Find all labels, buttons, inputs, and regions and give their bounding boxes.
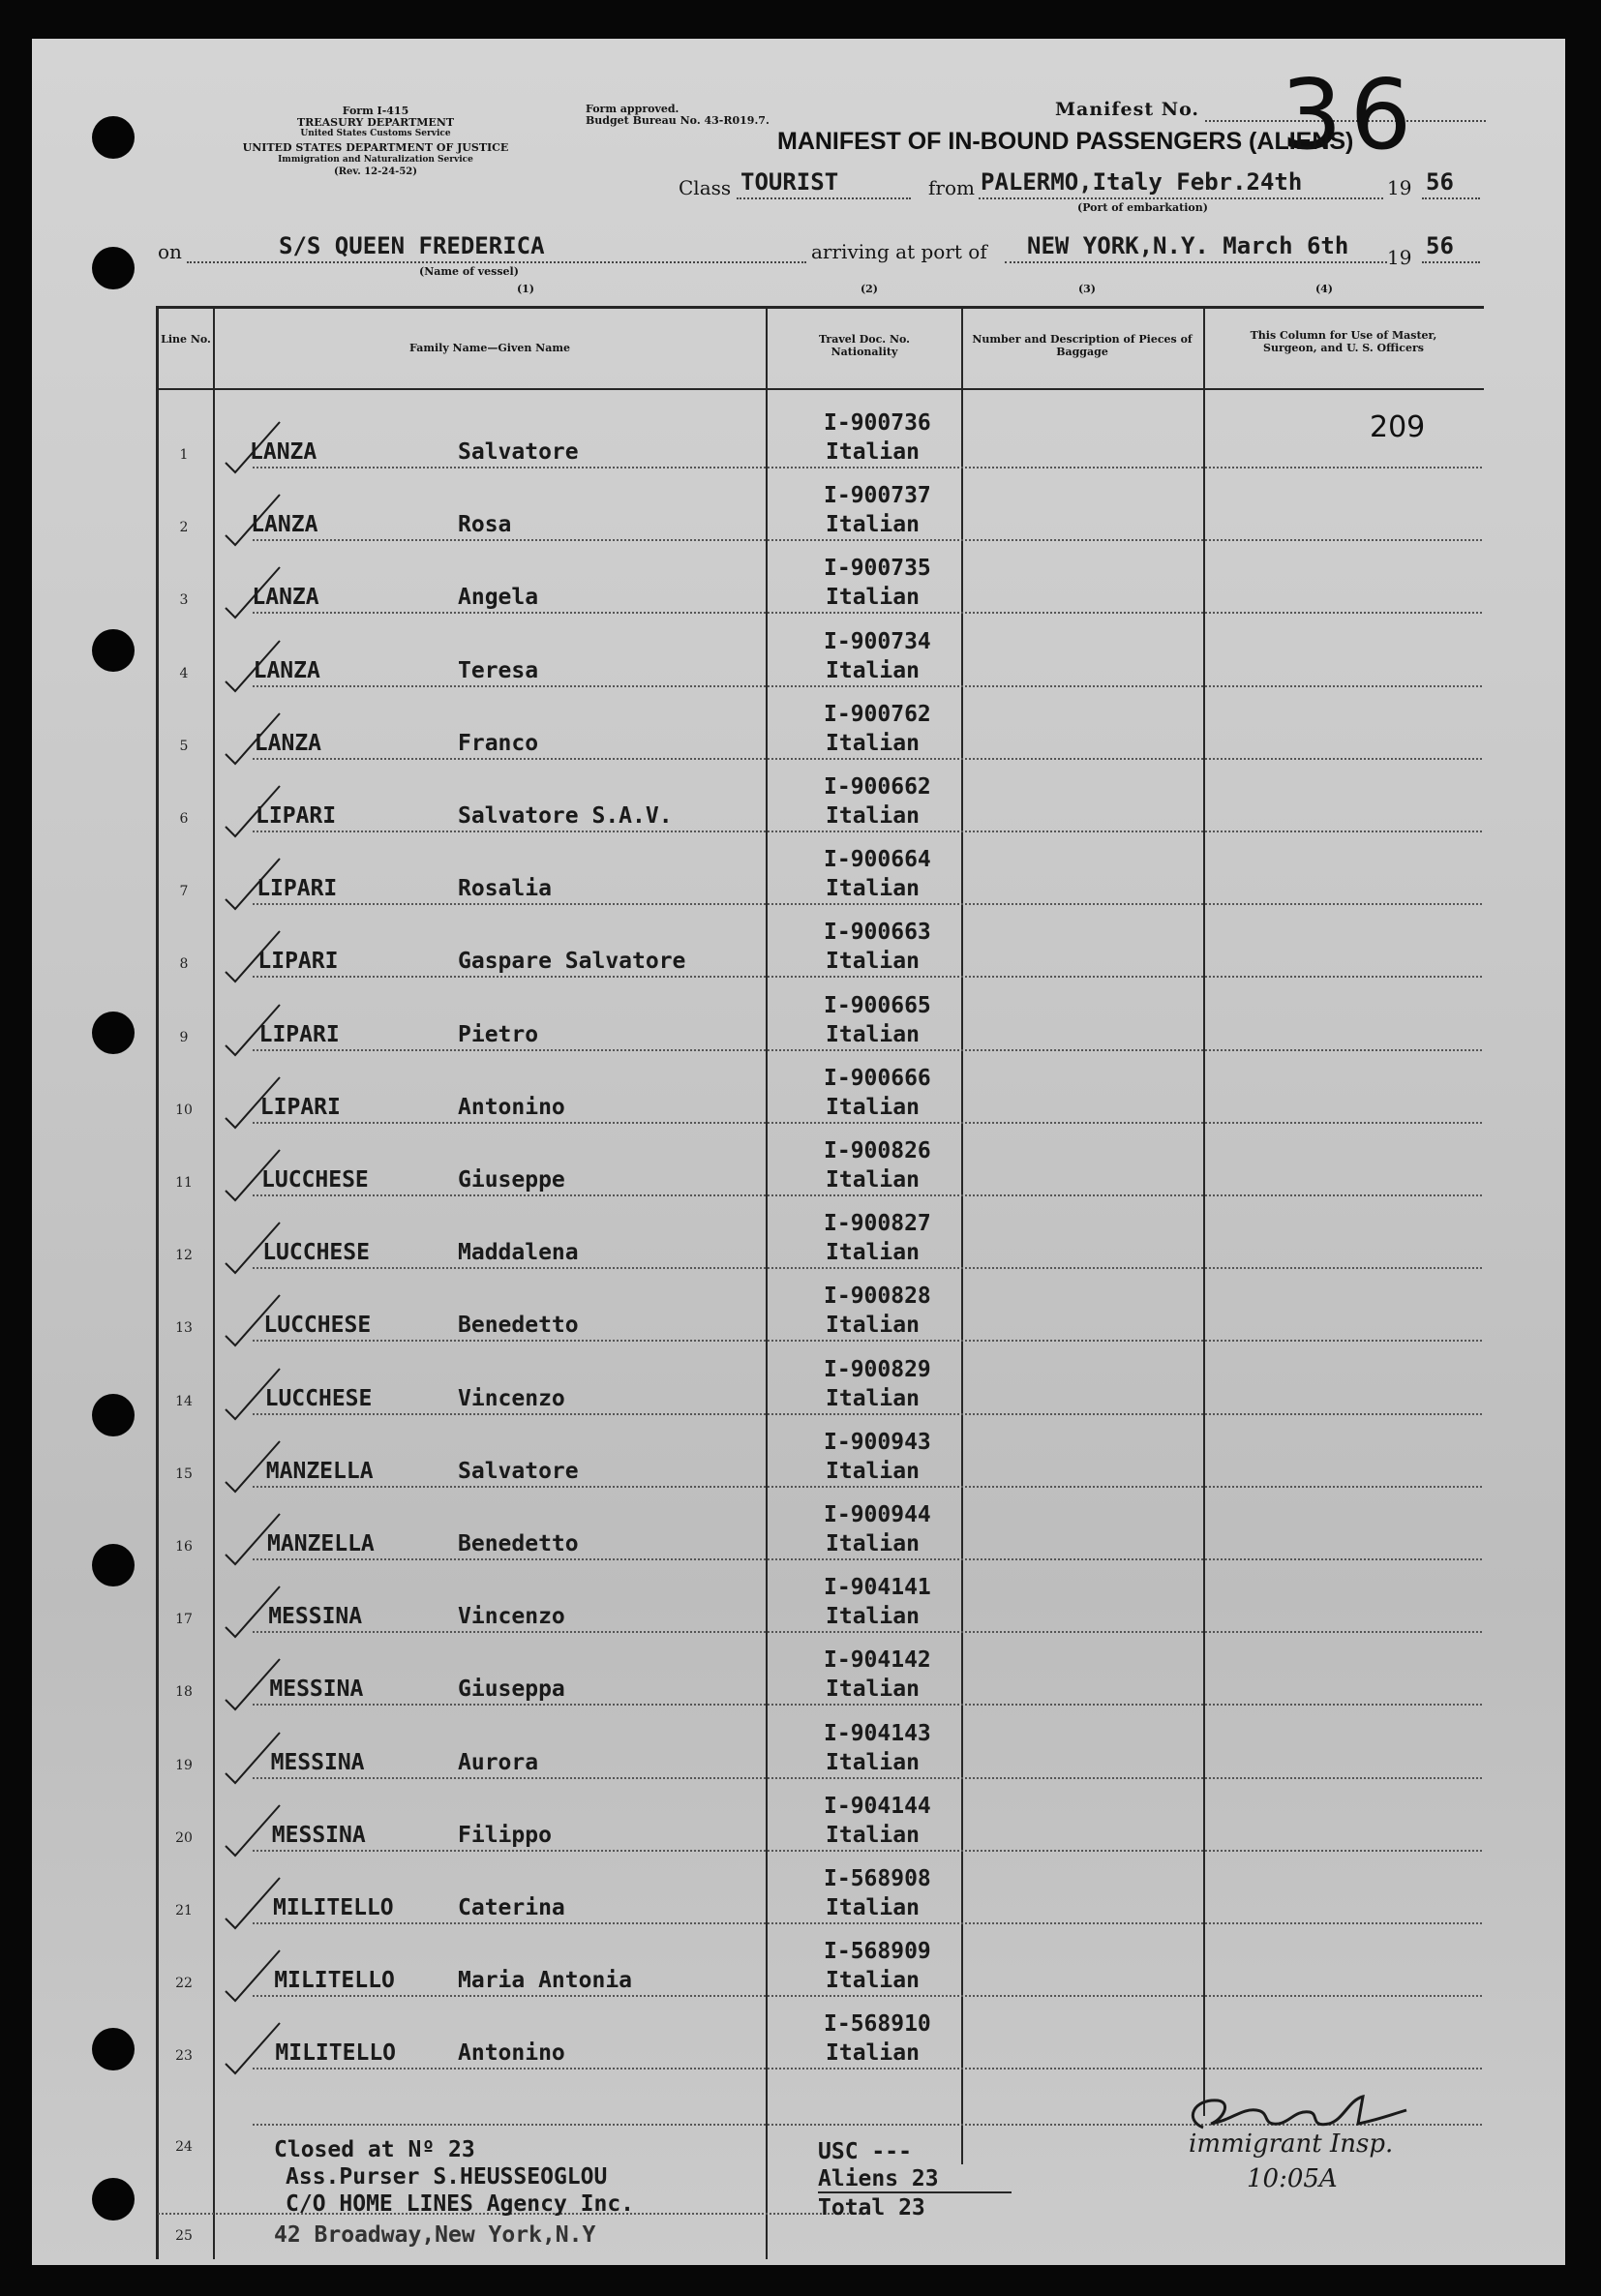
footer-line-number: 24 (175, 2139, 193, 2155)
check-mark-icon (218, 999, 286, 1057)
table-top-rule (156, 306, 1484, 309)
check-mark-icon (218, 1799, 286, 1858)
line-number: 13 (175, 1320, 193, 1337)
line-number: 19 (175, 1757, 193, 1773)
travel-doc-number: I-900662 (824, 774, 931, 800)
given-name: Gaspare Salvatore (458, 949, 686, 975)
row-rule (253, 685, 1482, 687)
check-mark-icon (218, 1435, 286, 1494)
check-mark-icon (218, 708, 286, 766)
row-rule (253, 539, 1482, 541)
arriving-label: arriving at port of (811, 240, 987, 263)
binder-hole (92, 116, 135, 159)
line-number: 10 (175, 1102, 193, 1118)
family-name: MESSINA (270, 1749, 365, 1775)
binder-hole (92, 247, 135, 289)
family-name: MANZELLA (265, 1458, 374, 1484)
travel-doc-number: I-900826 (824, 1138, 931, 1163)
family-name: MILITELLO (275, 2040, 397, 2067)
travel-doc-number: I-900943 (824, 1429, 931, 1455)
travel-doc-number: I-900944 (824, 1502, 931, 1527)
nationality: Italian (826, 876, 920, 902)
row-rule (253, 1850, 1482, 1852)
travel-doc-number: I-568908 (824, 1866, 931, 1891)
given-name: Giuseppe (458, 1167, 565, 1193)
check-mark-icon (218, 853, 286, 911)
family-name: LANZA (254, 730, 322, 756)
vessel-name: S/S QUEEN FREDERICA (279, 232, 545, 259)
inspector-note: immigrant Insp. (1189, 2130, 1394, 2159)
family-name: MESSINA (269, 1677, 364, 1703)
from-value: PALERMO,Italy Febr.24th (981, 168, 1303, 196)
check-mark-icon (218, 416, 286, 474)
header-name: Family Name—Given Name (409, 342, 570, 354)
class-value: TOURIST (740, 168, 839, 196)
given-name: Maddalena (458, 1240, 579, 1266)
travel-doc-number: I-900762 (824, 701, 931, 727)
budget-bureau: Budget Bureau No. 43-R019.7. (586, 114, 770, 127)
family-name: LUCCHESE (261, 1167, 369, 1193)
check-mark-icon (218, 1945, 286, 2003)
given-name: Benedetto (458, 1313, 579, 1339)
header-travel-doc: Travel Doc. No. Nationality (819, 333, 910, 358)
travel-doc-number: I-900663 (824, 920, 931, 946)
usc-count: USC --- (818, 2139, 912, 2164)
class-line (737, 197, 911, 199)
travel-doc-number: I-900827 (824, 1211, 931, 1237)
table-left-rule (156, 306, 159, 2259)
header-bottom-rule (156, 388, 1484, 390)
nationality: Italian (826, 1677, 920, 1703)
footer-line-number: 25 (175, 2228, 193, 2244)
check-mark-icon (218, 2017, 286, 2075)
arriving-year-line (1422, 261, 1480, 263)
given-name: Rosa (458, 512, 512, 538)
line-number: 17 (175, 1612, 193, 1628)
line-number: 20 (175, 1829, 193, 1846)
closing-line-2: Ass.Purser S.HEUSSEOGLOU (286, 2164, 608, 2190)
travel-doc-number: I-904141 (824, 1575, 931, 1601)
col-num-1: (1) (516, 283, 535, 295)
travel-doc-number: I-568910 (824, 2011, 931, 2038)
given-name: Vincenzo (458, 1604, 565, 1630)
check-mark-icon (218, 1217, 286, 1275)
nationality: Italian (826, 439, 920, 465)
row-rule (253, 1340, 1482, 1342)
nationality: Italian (826, 1749, 920, 1775)
given-name: Antonino (458, 2040, 565, 2067)
given-name: Franco (458, 730, 539, 756)
row-rule (253, 1631, 1482, 1633)
on-label: on (158, 240, 182, 263)
nationality: Italian (826, 1313, 920, 1339)
row-rule (253, 831, 1482, 832)
line-number: 7 (179, 884, 189, 900)
given-name: Pietro (458, 1021, 539, 1047)
row-rule (253, 1777, 1482, 1779)
customs-label: United States Customs Service (300, 129, 451, 138)
manifest-number: 36 (1281, 58, 1420, 171)
nationality: Italian (826, 1458, 920, 1484)
row-rule (253, 1486, 1482, 1488)
binder-hole (92, 629, 135, 672)
nationality: Italian (826, 512, 920, 538)
travel-doc-number: I-900666 (824, 1065, 931, 1091)
travel-doc-number: I-900737 (824, 483, 931, 509)
nationality: Italian (826, 585, 920, 611)
nationality: Italian (826, 1822, 920, 1848)
doc-col-rule (961, 306, 963, 2164)
family-name: LUCCHESE (262, 1240, 370, 1266)
line-number: 3 (179, 592, 189, 609)
check-mark-icon (218, 635, 286, 693)
row-rule (253, 1922, 1482, 1924)
row-rule (253, 612, 1482, 614)
travel-doc-number: I-904143 (824, 1720, 931, 1746)
given-name: Caterina (458, 1895, 565, 1920)
family-name: LUCCHESE (264, 1385, 373, 1411)
class-label: Class (679, 176, 732, 199)
family-name: MILITELLO (273, 1895, 394, 1920)
travel-doc-number: I-900735 (824, 556, 931, 582)
line-number: 23 (175, 2048, 193, 2065)
given-name: Filippo (458, 1822, 552, 1848)
justice-label: UNITED STATES DEPARTMENT OF JUSTICE (242, 141, 509, 154)
line-number: 16 (175, 1539, 193, 1555)
travel-doc-number: I-900828 (824, 1284, 931, 1310)
family-name: LANZA (252, 585, 319, 611)
given-name: Maria Antonia (458, 1968, 633, 1994)
nationality: Italian (826, 949, 920, 975)
from-label: from (928, 176, 975, 199)
binder-hole (92, 1544, 135, 1586)
given-name: Vincenzo (458, 1385, 565, 1411)
family-name: MESSINA (271, 1822, 366, 1848)
year-prefix-1: 19 (1387, 176, 1412, 199)
nationality: Italian (826, 1895, 920, 1920)
nationality: Italian (826, 2040, 920, 2067)
line-number: 22 (175, 1976, 193, 1992)
family-name: LIPARI (259, 1094, 341, 1120)
family-name: LANZA (250, 439, 317, 465)
from-year-line (1422, 197, 1480, 199)
col-num-4: (4) (1314, 283, 1334, 295)
family-name: MILITELLO (274, 1968, 395, 1994)
nationality: Italian (826, 1604, 920, 1630)
given-name: Benedetto (458, 1531, 579, 1556)
travel-doc-number: I-904142 (824, 1647, 931, 1674)
total-count: Total 23 (818, 2195, 925, 2220)
form-approved: Form approved. (586, 103, 680, 115)
travel-doc-number: I-904144 (824, 1793, 931, 1819)
officer-note: 209 (1370, 410, 1426, 444)
given-name: Angela (458, 585, 539, 611)
nationality: Italian (826, 657, 920, 683)
baggage-col-rule (1203, 306, 1205, 2116)
nationality: Italian (826, 1968, 920, 1994)
binder-hole (92, 2028, 135, 2070)
line-number: 1 (179, 447, 189, 463)
col-num-2: (2) (860, 283, 879, 295)
ins-label: Immigration and Naturalization Service (278, 155, 473, 165)
line-number: 12 (175, 1248, 193, 1264)
arriving-line (1005, 261, 1387, 263)
family-name: LANZA (251, 512, 318, 538)
binder-hole (92, 1012, 135, 1054)
row-rule (253, 903, 1482, 905)
line-number: 14 (175, 1393, 193, 1409)
row-rule (253, 758, 1482, 760)
line-col-rule (213, 306, 215, 2259)
given-name: Salvatore (458, 1458, 579, 1484)
header-line-no: Line No. (161, 333, 211, 346)
row-rule (253, 1704, 1482, 1706)
check-mark-icon (218, 489, 286, 547)
check-mark-icon (218, 1581, 286, 1639)
manifest-title: MANIFEST OF IN-BOUND PASSENGERS (ALIENS) (777, 128, 1354, 155)
check-mark-icon (218, 780, 286, 838)
check-mark-icon (218, 1072, 286, 1130)
row-rule (253, 1995, 1482, 1997)
line-number: 8 (179, 956, 189, 973)
name-col-rule (766, 306, 768, 2259)
line-number: 9 (179, 1029, 189, 1045)
nationality: Italian (826, 1240, 920, 1266)
line-number: 4 (179, 665, 189, 681)
given-name: Antonino (458, 1094, 565, 1120)
given-name: Teresa (458, 657, 539, 683)
arriving-value: NEW YORK,N.Y. March 6th (1027, 232, 1349, 259)
nationality: Italian (826, 1531, 920, 1556)
travel-doc-number: I-900665 (824, 992, 931, 1018)
row-rule (253, 1267, 1482, 1269)
check-mark-icon (218, 1289, 286, 1347)
line-number: 15 (175, 1465, 193, 1482)
nationality: Italian (826, 730, 920, 756)
given-name: Salvatore (458, 439, 579, 465)
given-name: Salvatore S.A.V. (458, 803, 673, 829)
nationality: Italian (826, 1385, 920, 1411)
line-number: 11 (175, 1175, 193, 1191)
nationality: Italian (826, 1167, 920, 1193)
arriving-year: 56 (1426, 232, 1454, 259)
binder-hole (92, 1394, 135, 1436)
row-rule (253, 2068, 1482, 2069)
row-rule (253, 1122, 1482, 1124)
from-line (979, 197, 1383, 199)
vessel-line (187, 261, 806, 263)
col-num-3: (3) (1077, 283, 1097, 295)
family-name: LIPARI (256, 803, 337, 829)
nationality: Italian (826, 1021, 920, 1047)
family-name: LUCCHESE (263, 1313, 372, 1339)
aliens-count: Aliens 23 (818, 2166, 939, 2191)
treasury-label: TREASURY DEPARTMENT (296, 116, 455, 129)
year-prefix-2: 19 (1387, 246, 1412, 269)
check-mark-icon (218, 1144, 286, 1202)
check-mark-icon (218, 1508, 286, 1566)
closing-line-3: C/O HOME LINES Agency Inc. (286, 2191, 635, 2217)
travel-doc-number: I-900829 (824, 1356, 931, 1382)
family-name: LIPARI (257, 949, 339, 975)
travel-doc-number: I-568909 (824, 1939, 931, 1965)
line-number: 21 (175, 1903, 193, 1918)
line-number: 6 (179, 811, 189, 827)
row-rule (253, 467, 1482, 468)
vessel-caption: (Name of vessel) (419, 265, 519, 278)
form-number: Form I-415 (342, 105, 409, 117)
aliens-underline (818, 2191, 1012, 2193)
family-name: MESSINA (268, 1604, 363, 1630)
row-rule (253, 976, 1482, 978)
header-officers: This Column for Use of Master, Surgeon, and U. S. Officers (1250, 329, 1437, 354)
family-name: LIPARI (258, 1021, 340, 1047)
check-mark-icon (218, 925, 286, 983)
travel-doc-number: I-900664 (824, 847, 931, 873)
row-rule (253, 1413, 1482, 1415)
check-mark-icon (218, 1653, 286, 1711)
manifest-page (32, 39, 1565, 2265)
row-rule (253, 1049, 1482, 1051)
line-number: 2 (179, 520, 189, 536)
inspection-time: 10:05A (1247, 2164, 1338, 2193)
row-rule (253, 1558, 1482, 1560)
check-mark-icon (218, 561, 286, 619)
row-rule (253, 1194, 1482, 1196)
given-name: Rosalia (458, 876, 552, 902)
family-name: LANZA (253, 657, 320, 683)
port-caption: (Port of embarkation) (1077, 201, 1208, 214)
line-number: 18 (175, 1684, 193, 1701)
line-number: 5 (179, 738, 189, 754)
binder-hole (92, 2178, 135, 2220)
check-mark-icon (218, 1727, 286, 1785)
manifest-no-label: Manifest No. (1055, 99, 1200, 120)
family-name: MANZELLA (267, 1531, 375, 1556)
travel-doc-number: I-900736 (824, 410, 931, 436)
given-name: Aurora (458, 1749, 539, 1775)
header-baggage: Number and Description of Pieces of Baggage (972, 333, 1193, 358)
nationality: Italian (826, 1094, 920, 1120)
check-mark-icon (218, 1872, 286, 1930)
rev-label: (Rev. 12-24-52) (334, 166, 417, 177)
travel-doc-number: I-900734 (824, 628, 931, 654)
from-year: 56 (1426, 168, 1454, 196)
closing-line-4: 42 Broadway,New York,N.Y (274, 2222, 596, 2248)
nationality: Italian (826, 803, 920, 829)
given-name: Giuseppa (458, 1677, 565, 1703)
check-mark-icon (218, 1363, 286, 1421)
family-name: LIPARI (257, 876, 338, 902)
closing-line-1: Closed at Nº 23 (274, 2137, 475, 2162)
